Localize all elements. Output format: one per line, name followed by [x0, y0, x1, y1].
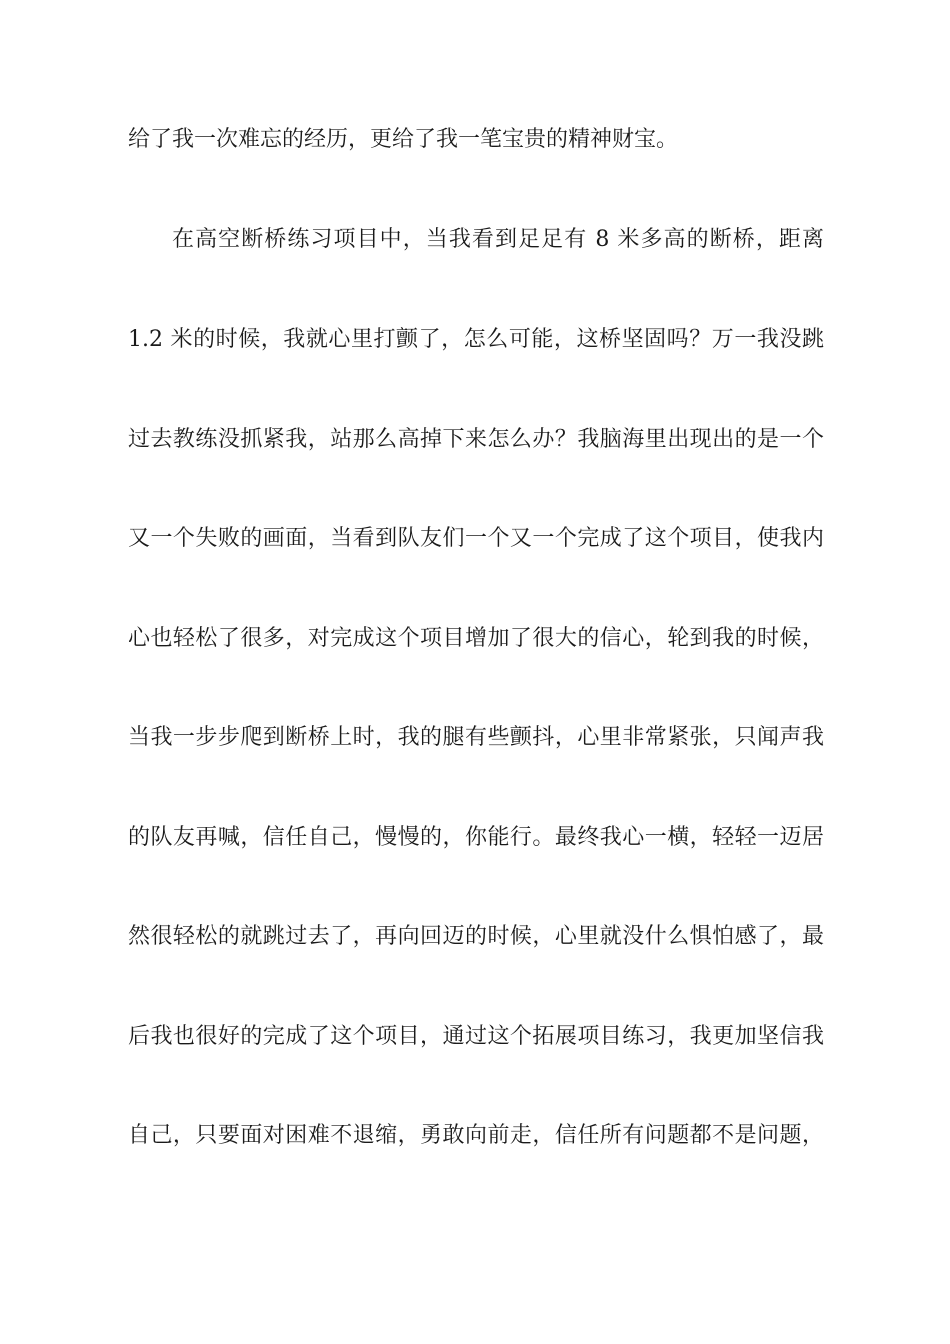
paragraph-start-line: 在高空断桥练习项目中，当我看到足足有 8 米多高的断桥，距离	[172, 227, 824, 252]
text-line-10: 后我也很好的完成了这个项目，通过这个拓展项目练习，我更加坚信我	[128, 1024, 824, 1049]
text-line-6: 心也轻松了很多，对完成这个项目增加了很大的信心，轮到我的时候，	[128, 626, 824, 651]
text-line-7: 当我一步步爬到断桥上时，我的腿有些颤抖，心里非常紧张，只闻声我	[128, 725, 824, 750]
text-line-1: 给了我一次难忘的经历，更给了我一笔宝贵的精神财宝。	[128, 127, 679, 152]
text-line-4: 过去教练没抓紧我，站那么高掉下来怎么办？我脑海里出现出的是一个	[128, 427, 824, 452]
text-line-9: 然很轻松的就跳过去了，再向回迈的时候，心里就没什么惧怕感了，最	[128, 924, 824, 949]
text-line-5: 又一个失败的画面，当看到队友们一个又一个完成了这个项目，使我内	[128, 526, 824, 551]
text-line-11: 自己，只要面对困难不退缩，勇敢向前走，信任所有问题都不是问题，	[128, 1123, 824, 1148]
text-line-3: 1.2 米的时候，我就心里打颤了，怎么可能，这桥坚固吗？万一我没跳	[128, 327, 824, 352]
text-line-8: 的队友再喊，信任自己，慢慢的，你能行。最终我心一横，轻轻一迈居	[128, 825, 824, 850]
